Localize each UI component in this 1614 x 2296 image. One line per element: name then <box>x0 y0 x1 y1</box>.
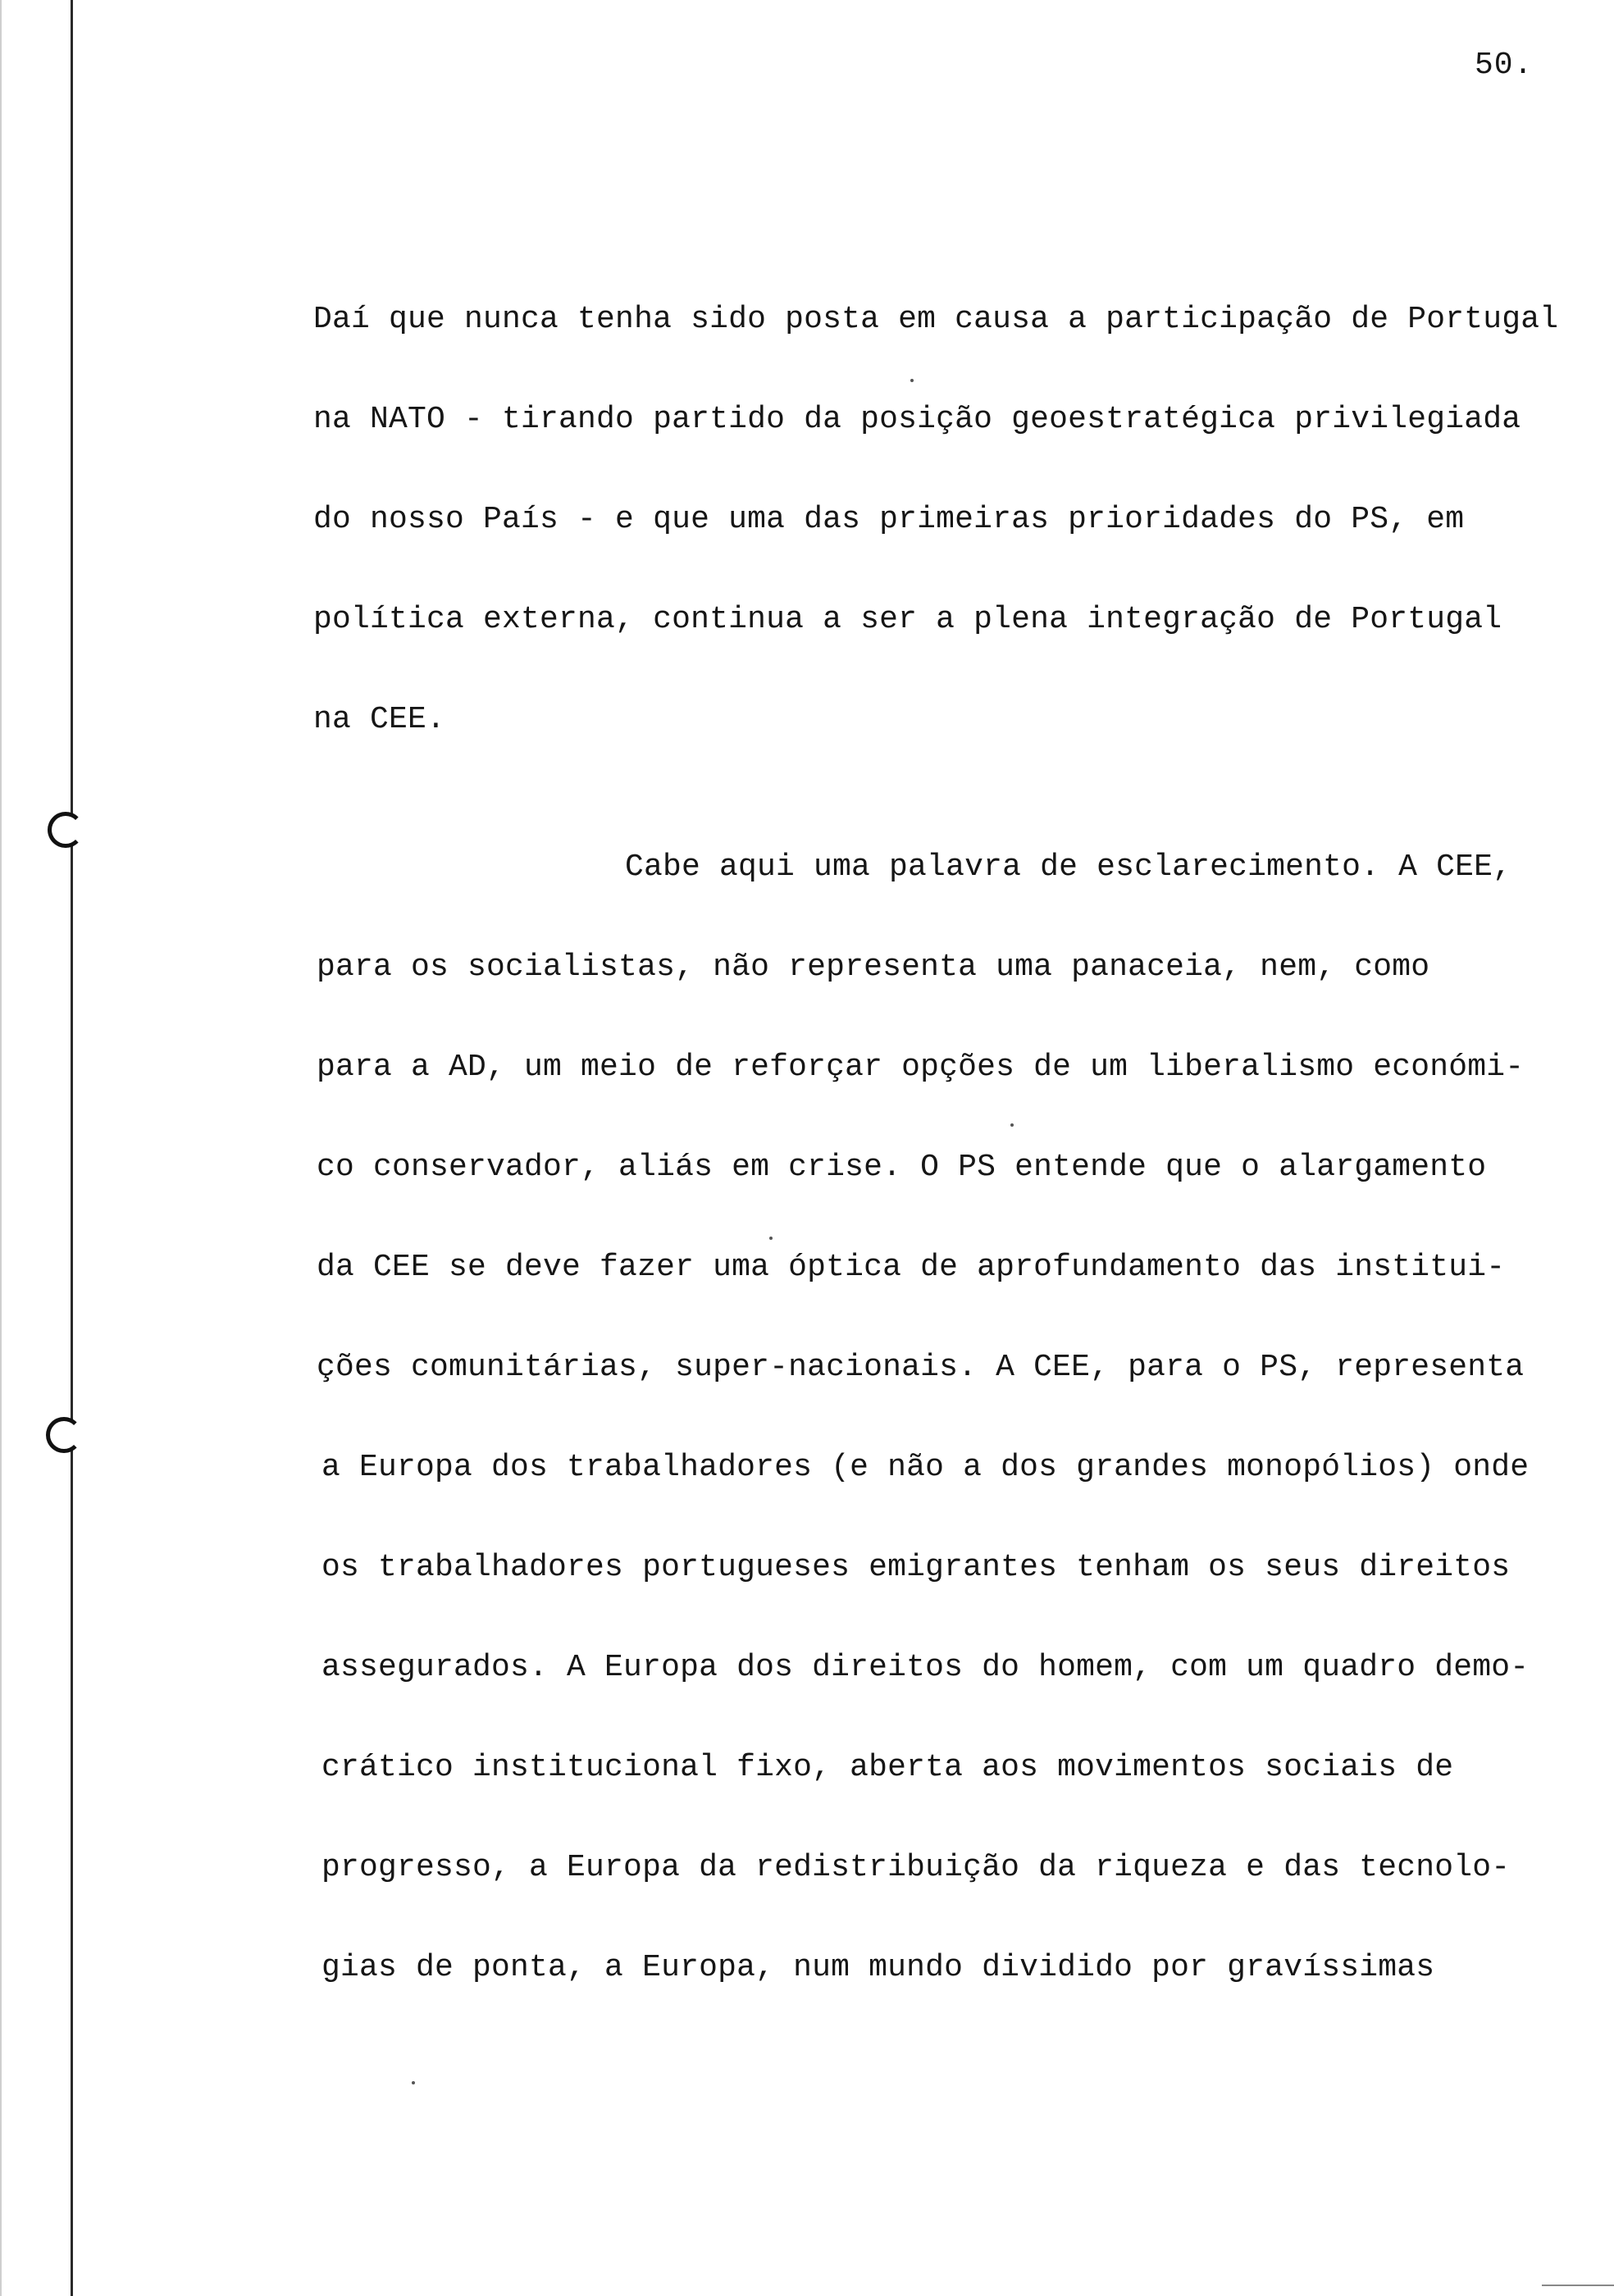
scan-speck <box>412 2081 415 2084</box>
punch-hole-icon <box>46 1417 82 1453</box>
text-line: na CEE. <box>313 702 446 737</box>
scan-edge-mark <box>1542 2285 1614 2286</box>
scan-speck <box>769 1237 773 1240</box>
text-line: política externa, continua a ser a plena integração de Portugal <box>313 602 1502 637</box>
text-line: co conservador, aliás em crise. O PS entende que o alargamento <box>317 1150 1487 1185</box>
text-line: a Europa dos trabalhadores (e não a dos grandes monopólios) onde <box>321 1450 1530 1485</box>
scan-speck <box>1010 1123 1014 1127</box>
text-line: crático institucional fixo, aberta aos movimentos sociais de <box>321 1750 1454 1785</box>
text-line: gias de ponta, a Europa, num mundo dividido por gravíssimas <box>321 1950 1435 1985</box>
punch-hole-icon <box>48 812 84 848</box>
page-edge <box>0 0 2 2296</box>
scan-speck <box>910 379 914 382</box>
text-line: ções comunitárias, super-nacionais. A CEE, para o PS, representa <box>317 1350 1525 1385</box>
text-line: na NATO - tirando partido da posição geoestratégica privilegiada <box>313 402 1521 437</box>
text-line: Daí que nunca tenha sido posta em causa a participação de Portugal <box>313 302 1559 337</box>
text-line: do nosso País - e que uma das primeiras prioridades do PS, em <box>313 502 1465 537</box>
text-line: progresso, a Europa da redistribuição da riqueza e das tecnolo- <box>321 1850 1511 1885</box>
text-line: os trabalhadores portugueses emigrantes tenham os seus direitos <box>321 1550 1511 1585</box>
text-line: Cabe aqui uma palavra de esclarecimento. A CEE, <box>625 850 1512 885</box>
text-line: para os socialistas, não representa uma panaceia, nem, como <box>317 950 1430 985</box>
text-line: da CEE se deve fazer uma óptica de aprofundamento das institui- <box>317 1250 1506 1285</box>
text-line: para a AD, um meio de reforçar opções de um liberalismo económi- <box>317 1050 1525 1085</box>
text-line: assegurados. A Europa dos direitos do homem, com um quadro demo- <box>321 1650 1530 1685</box>
binding-margin-line <box>71 0 73 2296</box>
page-number: 50. <box>1475 48 1534 83</box>
